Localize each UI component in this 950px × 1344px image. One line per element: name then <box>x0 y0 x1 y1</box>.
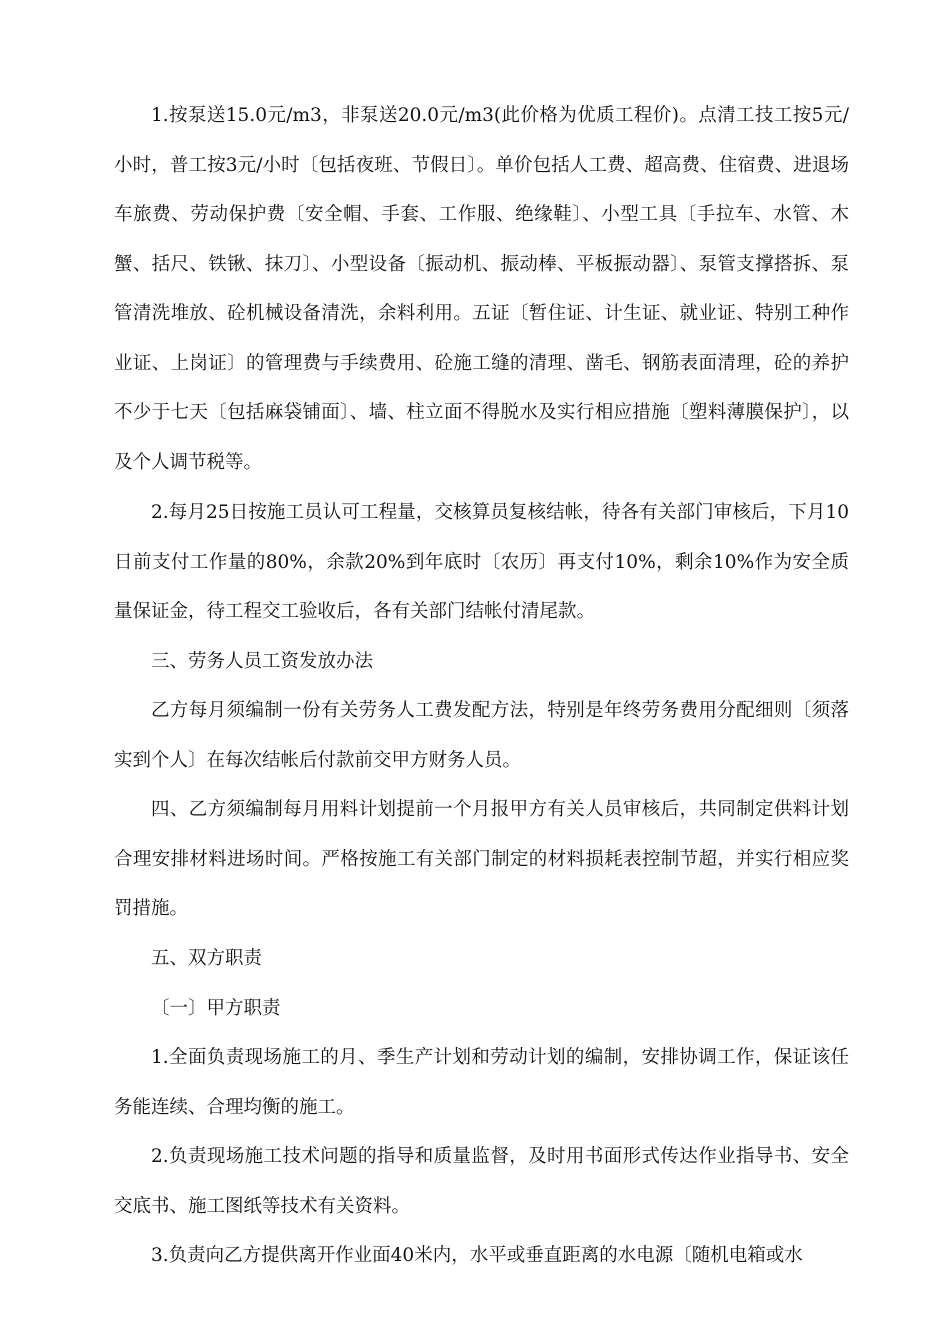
section-heading-responsibilities: 五、双方职责 <box>151 948 263 969</box>
subsection-heading-party-a: 〔一〕甲方职责 <box>151 998 281 1019</box>
paragraph-duty-1: 1.全面负责现场施工的月、季生产计划和劳动计划的编制，安排协调工作，保证该任务能连续、合理均衡的施工。 <box>114 1047 849 1118</box>
paragraph-wage-distribution: 乙方每月须编制一份有关劳务人工费发配方法，特别是年终劳务费用分配细则〔须落实到个人〕在每次结帐后付款前交甲方财务人员。 <box>114 700 849 771</box>
paragraph-material-plan: 四、乙方须编制每月用料计划提前一个月报甲方有关人员审核后，共同制定供料计划合理安排材料进场时间。严格按施工有关部门制定的材料损耗表控制节超，并实行相应奖罚措施。 <box>114 799 849 919</box>
paragraph-duty-2: 2.负责现场施工技术问题的指导和质量监督，及时用书面形式传达作业指导书、安全交底书、施工图纸等技术有关资料。 <box>114 1146 849 1217</box>
paragraph-pricing: 1.按泵送15.0元/m3，非泵送20.0元/m3(此价格为优质工程价)。点清工技工按5元/小时，普工按3元/小时〔包括夜班、节假日〕。单价包括人工费、超高费、住宿费、进退场车旅费、劳动保护费〔安全帽、手套、工作服、绝缘鞋〕、小型工具〔手拉车、水管、木蟹、括尺、铁锹、抹刀〕、小型设备〔振动机、振动棒、平板振动器〕、泵管支撑搭拆、泵管清洗堆放、砼机械设备清洗，余料利用。五证〔暂住证、计生证、就业证、特别工种作业证、上岗证〕的管理费与手续费用、砼施工缝的清理、凿毛、钢筋表面清理，砼的养护不少于七天〔包括麻袋铺面〕、墙、柱立面不得脱水及实行相应措施〔塑料薄膜保护〕，以及个人调节税等。 <box>114 105 849 473</box>
paragraph-payment-schedule: 2.每月25日按施工员认可工程量，交核算员复核结帐，待各有关部门审核后，下月10日前支付工作量的80%，余款20%到年底时〔农历〕再支付10%，剩余10%作为安全质量保证金，待工程交工验收后，各有关部门结帐付清尾款。 <box>114 502 849 622</box>
section-heading-wage-distribution: 三、劳务人员工资发放办法 <box>151 651 374 672</box>
paragraph-duty-3: 3.负责向乙方提供离开作业面40米内，水平或垂直距离的水电源〔随机电箱或水 <box>151 1245 803 1266</box>
